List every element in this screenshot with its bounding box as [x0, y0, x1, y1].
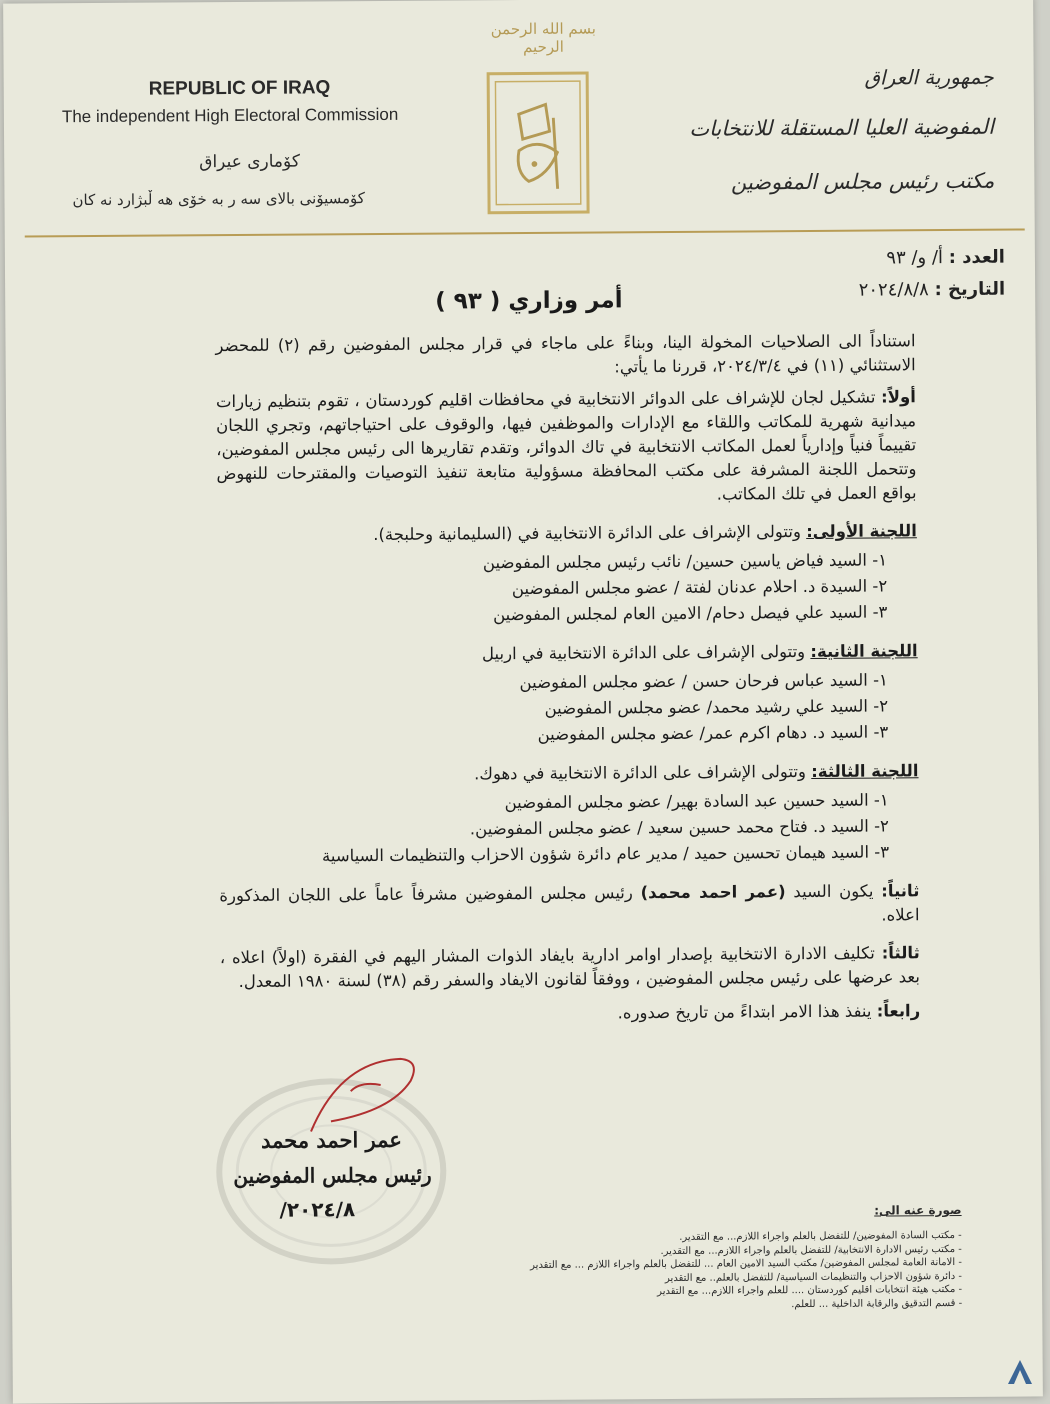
clause-second-text-b: رئيس مجلس المفوضين مشرفاً عاماً على اللجان المذكورة اعلاه. — [219, 883, 920, 925]
document-date — [685, 279, 1005, 302]
signatory-title: رئيس مجلس المفوضين — [233, 1162, 432, 1189]
committee-3-member-2: ٢- السيد د. فتاح محمد حسين سعيد / عضو مجلس المفوضين. — [469, 816, 889, 839]
number-value: أ/ و/ ٩٣ — [886, 247, 944, 269]
committee-3-member-1: ١- السيد حسين عبد السادة بهير/ عضو مجلس المفوضين — [504, 790, 889, 813]
clause-first — [216, 385, 917, 510]
preamble: استناداً الى الصلاحيات المخولة الينا، وبناءً على ماجاء في قرار مجلس المفوضين رقم (٢) للمحضر الاستثنائي (١١) في ٢٠٢٤/٣/٤، قررنا ما يأتي: — [215, 331, 916, 377]
clause-fourth-text: ينفذ هذا الامر ابتداءً من تاريخ صدوره. — [617, 1001, 872, 1023]
header-ar-republic: جمهورية العراق — [864, 64, 994, 90]
committee-1-member-3: ٣- السيد علي فيصل دحام/ الامين العام لمجلس المفوضين — [493, 602, 888, 625]
clause-third-label: ثالثاً: — [881, 943, 920, 963]
commission-emblem — [487, 72, 590, 215]
clause-second — [219, 879, 919, 932]
cc-title: صورة عنه الى: — [874, 1202, 962, 1218]
committee-1 — [217, 519, 918, 630]
committee-1-label: اللجنة الأولى: — [806, 521, 917, 542]
header-en-commission: The independent High Electoral Commission — [61, 104, 399, 127]
committee-2 — [218, 639, 919, 750]
clause-first-label: أولاً: — [881, 387, 916, 407]
document-number — [685, 247, 1005, 270]
committee-2-label: اللجنة الثانية: — [810, 641, 918, 661]
committee-2-desc: وتتولى الإشراف على الدائرة الانتخابية في اربيل — [481, 642, 806, 664]
page-title: أمر وزاري ( ٩٣ ) — [435, 287, 623, 315]
signature-block — [210, 1050, 472, 1272]
emblem-logo-icon — [490, 75, 587, 212]
header-ku-republic: كۆمارى عيراق — [199, 151, 300, 173]
clause-second-text-a: يكون السيد — [793, 881, 874, 902]
clause-third-text: تكليف الادارة الانتخابية بإصدار اوامر ادارية بايفاد الذوات المشار اليهم في الفقرة (اولاً) اعلاه ، بعد عرضها على رئيس مجلس المفوضين ، ووفقاً لقانون الايفاد والسفر رقم (٣٨) لسنة ١٩٨٠ المعدل. — [219, 943, 921, 991]
committee-3-desc: وتتولى الإشراف على الدائرة الانتخابية في دهوك. — [473, 762, 807, 784]
committee-1-member-2: ٢- السيدة د. احلام عدنان لفتة / عضو مجلس المفوضين — [511, 576, 888, 599]
date-label: التاريخ : — [934, 278, 1006, 301]
clause-first-text: تشكيل لجان للإشراف على الدوائر الانتخابية في محافظات اقليم كوردستان ، تقوم بتنظيم زيارات ميدانية شهرية للمكاتب واللقاء مع الإدارات والموظفين فيها، والوقوف على احتياجاتهم، وتجري اللجان تقييماً فنياً وإدارياً لعمل المكاتب الانتخابية في تاك الدوائر، وتقدم تقاريرها الى رئيس مجلس المفوضين، وتتحمل اللجنة المشرفة على مكتب المحافظة مسؤولية متابعة تنفيذ التوصيات والمقترحات للنهوض بواقع العمل في تلك المكاتب. — [215, 387, 917, 504]
basmala: بسم الله الرحمن الرحيم — [490, 19, 596, 56]
cc-item: - مكتب السادة المفوضين/ للتفضل بالعلم واجراء اللازم... مع التقدير. — [562, 1229, 962, 1245]
carbon-copy-list — [530, 1202, 963, 1313]
cc-item: - قسم التدقيق والرقابة الداخلية ... للعلم. — [562, 1296, 962, 1312]
signature-date: ٢٠٢٤/٨/ — [279, 1197, 356, 1222]
header-ku-commission: كۆمسيۆنى بالاى سه ر به خۆى هه ڵبژارد نه كان — [72, 189, 365, 210]
header-divider — [25, 228, 1025, 237]
cc-item: - دائرة شؤون الاحزاب والتنظيمات السياسية/ للتفضل بالعلم.. مع التقدير — [562, 1269, 962, 1285]
cc-item: - الامانة العامة لمجلس المفوضين/ مكتب السيد الامين العام ... للتفضل بالعلم واجراء اللازم ... مع التقدير — [562, 1256, 962, 1272]
document-body — [215, 329, 920, 1036]
committee-3 — [218, 759, 919, 870]
clause-fourth-label: رابعاً: — [876, 1001, 921, 1021]
signatory-name: عمر احمد محمد — [260, 1126, 402, 1153]
committee-2-member-2: ٢- السيد علي رشيد محمد/ عضو مجلس المفوضين — [544, 696, 889, 718]
clause-third — [220, 941, 920, 994]
clause-fourth — [220, 999, 920, 1028]
cc-item: - مكتب رئيس الادارة الانتخابية/ للتفضل بالعلم واجراء اللازم... مع التقدير. — [562, 1242, 962, 1258]
committee-1-desc: وتتولى الإشراف على الدائرة الانتخابية في (السليمانية وحلبجة). — [373, 522, 801, 545]
cc-item: - مكتب هيئة انتخابات اقليم كوردستان .... للعلم واجراء اللازم... مع التقدير — [562, 1283, 962, 1299]
clause-second-label: ثانياً: — [881, 881, 920, 901]
committee-3-label: اللجنة الثالثة: — [811, 761, 919, 781]
document-page — [3, 0, 1043, 1404]
clause-second-name: (عمر احمد محمد) — [640, 882, 786, 903]
committee-3-member-3: ٣- السيد هيمان تحسين حميد / مدير عام دائرة شؤون الاحزاب والتنظيمات السياسية — [321, 842, 890, 866]
committee-1-member-1: ١- السيد فياض ياسين حسين/ نائب رئيس مجلس المفوضين — [482, 550, 888, 573]
date-value: ٢٠٢٤/٨/٨ — [858, 279, 929, 301]
header-en-republic: REPUBLIC OF IRAQ — [148, 77, 331, 100]
header-ar-office: مكتب رئيس مجلس المفوضين — [730, 168, 995, 195]
header-ar-commission: المفوضية العليا المستقلة للانتخابات — [689, 114, 995, 141]
number-label: العدد : — [948, 246, 1005, 269]
committee-2-member-1: ١- السيد عباس فرحان حسن / عضو مجلس المفوضين — [519, 670, 888, 693]
news-watermark-icon — [1002, 1354, 1038, 1390]
committee-2-member-3: ٣- السيد د. دهام اكرم عمر/ عضو مجلس المفوضين — [537, 722, 889, 744]
